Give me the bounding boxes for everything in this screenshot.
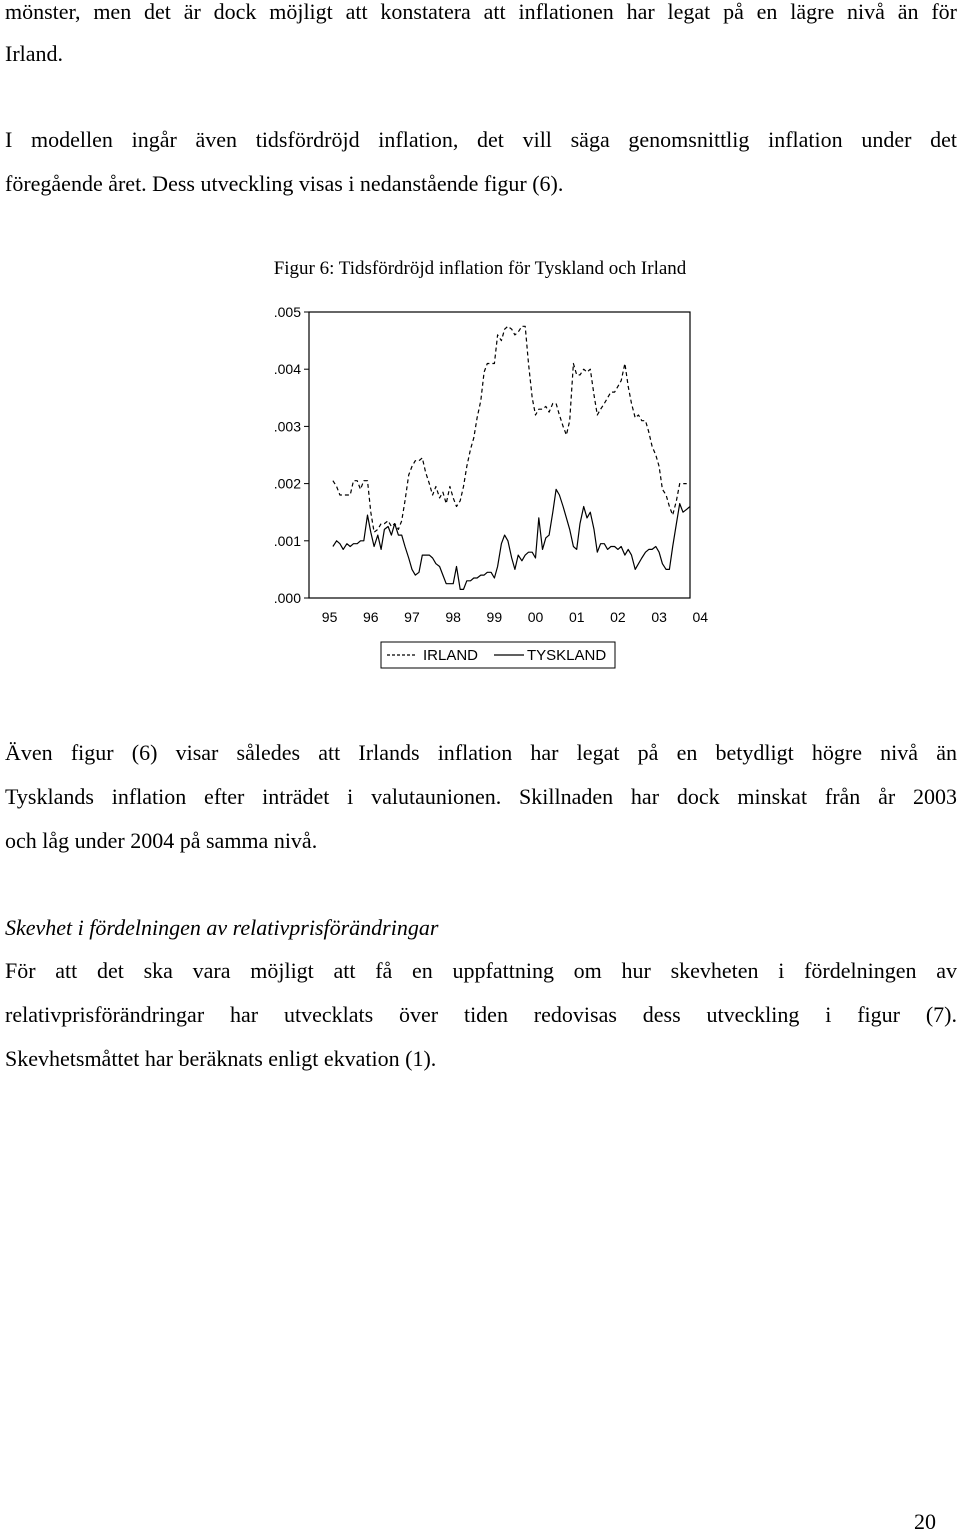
legend-label-tyskland: TYSKLAND <box>527 647 607 664</box>
section-heading: Skevhet i fördelningen av relativprisförändringar <box>5 915 439 940</box>
figure-caption-text: Figur 6: Tidsfördröjd inflation för Tyskland och Irland <box>273 258 687 279</box>
paragraph-line: Tysklands inflation efter inträdet i valutaunionen. Skillnaden har dock minskat från år 2003 <box>5 784 957 809</box>
y-tick-label: .004 <box>273 361 301 378</box>
x-tick-label: 01 <box>568 609 585 625</box>
page-number: 20 <box>914 1509 936 1534</box>
y-tick-label: .001 <box>273 532 301 549</box>
paragraph-line: Skevhetsmåttet har beräknats enligt ekvation (1). <box>5 1046 437 1071</box>
y-tick-label: .003 <box>273 418 301 435</box>
paragraph-line: och låg under 2004 på samma nivå. <box>5 828 318 853</box>
line-chart <box>0 290 960 690</box>
y-tick-label: .000 <box>273 590 301 606</box>
paragraph-line: föregående året. Dess utveckling visas i nedanstående figur (6). <box>5 171 564 196</box>
paragraph-line: relativprisförändringar har utvecklats över tiden redovisas dess utveckling i figur (7). <box>5 1002 957 1027</box>
x-tick-label: 96 <box>362 609 379 625</box>
paragraph-line: mönster, men det är dock möjligt att konstatera att inflationen har legat på en lägre nivå än för <box>5 0 957 24</box>
paragraph-line: Irland. <box>5 41 64 66</box>
figure-caption <box>0 254 960 284</box>
legend <box>381 642 615 668</box>
y-tick-label: .005 <box>273 304 301 320</box>
x-tick-label: 99 <box>486 609 503 625</box>
x-tick-label: 95 <box>321 609 338 625</box>
x-tick-label: 03 <box>651 609 667 625</box>
x-axis <box>322 609 708 625</box>
x-tick-label: 00 <box>527 609 544 625</box>
series-layer <box>333 326 690 589</box>
y-axis <box>274 304 309 606</box>
x-tick-label: 02 <box>610 609 626 625</box>
legend-label-irland: IRLAND <box>423 647 479 664</box>
paragraph-line: För att det ska vara möjligt att få en uppfattning om hur skevheten i fördelningen av <box>5 958 957 983</box>
y-tick-label: .002 <box>273 475 301 492</box>
x-tick-label: 98 <box>445 609 461 625</box>
x-tick-label: 04 <box>692 609 709 625</box>
x-tick-label: 97 <box>404 609 420 625</box>
series-line-irland <box>333 326 687 532</box>
paragraph-line: I modellen ingår även tidsfördröjd inflation, det vill säga genomsnittlig inflation under det <box>5 127 957 152</box>
series-line-tyskland <box>333 489 690 589</box>
paragraph-line: Även figur (6) visar således att Irlands inflation har legat på en betydligt högre nivå än <box>5 740 957 765</box>
